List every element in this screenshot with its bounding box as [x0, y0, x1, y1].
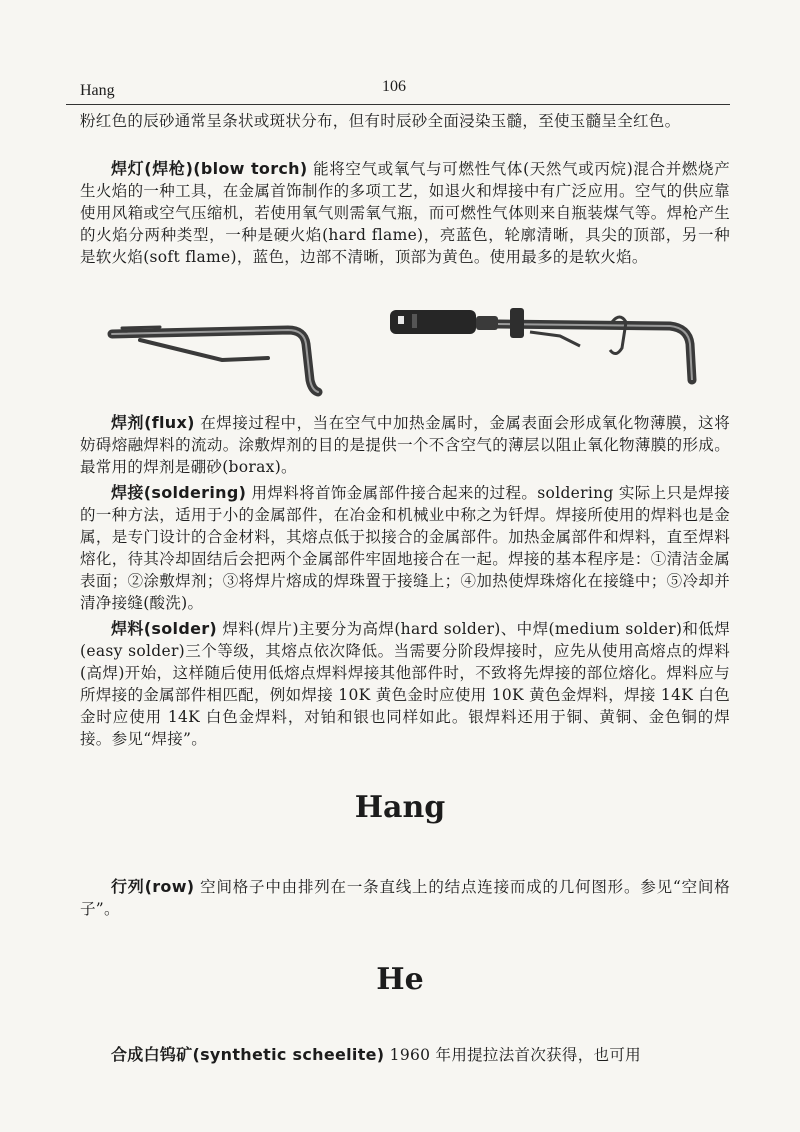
entry-body: 在焊接过程中，当在空气中加热金属时，金属表面会形成氧化物薄膜，这将妨碍熔融焊料的流动。涂敷焊剂的目的是提供一个不含空气的薄层以阻止氧化物薄膜的形成。最常用的焊剂是硼砂(borax)。: [80, 414, 731, 476]
entry-body: 焊料(焊片)主要分为高焊(hard solder)、中焊(medium solder)和低焊(easy solder)三个等级，其熔点依次降低。当需要分阶段焊接时，应先从使用高熔点的焊料(高焊)开始，这样随后使用低熔点焊料焊接其他部件时，不致将先焊接的部位熔化。焊料应与所焊接的金属部件相匹配，例如焊接 10K 黄色金时应使用 10K 黄色金焊料，焊接 14K 白色金时应使用 14K 白色金焊料，对铂和银也同样如此。银焊料还用于铜、黄铜、金色铜的焊接。参见“焊接”。: [80, 620, 730, 748]
section-heading-he: He: [376, 962, 424, 997]
entry-body: 空间格子中由排列在一条直线上的结点连接而成的几何图形。参见“空间格子”。: [80, 878, 731, 918]
section-heading-hang: Hang: [354, 790, 446, 825]
header-rule: [66, 104, 730, 105]
blow-torch-simple-icon: [112, 327, 318, 392]
entry-body: 用焊料将首饰金属部件接合起来的过程。soldering 实际上只是焊接的一种方法，适用于小的金属部件，在冶金和机械业中称之为钎焊。焊接所使用的焊料也是金属，是专门设计的合金材料，其熔点低于拟接合的金属部件。加热金属部件和焊料，直至焊料熔化，待其冷却固结后会把两个金属部件牢固地接合在一起。焊接的基本程序是：①清洁金属表面；②涂敷焊剂；③将焊片熔成的焊珠置于接缝上；④加热使焊珠熔化在接缝中；⑤冷却并清净接缝(酸洗)。: [80, 484, 730, 612]
entry-solder: [80, 618, 730, 750]
running-head: Hang: [80, 82, 115, 99]
blow-torch-illustration: [100, 306, 700, 406]
entry-term: 焊接(soldering): [111, 483, 247, 502]
entry-flux: [80, 412, 730, 478]
entry-body: 1960 年用提拉法首次获得，也可用: [389, 1046, 641, 1064]
entry-blow-torch: [80, 158, 730, 268]
entry-soldering: [80, 482, 730, 614]
entry-row: [80, 876, 730, 920]
entry-term: 合成白钨矿(synthetic scheelite): [111, 1045, 385, 1064]
entry-term: 焊剂(flux): [111, 413, 195, 432]
blow-torch-with-handle-icon: [390, 308, 692, 380]
page-number: 106: [382, 78, 406, 95]
entry-term: 焊灯(焊枪)(blow torch): [111, 159, 308, 178]
entry-synthetic-scheelite: [80, 1044, 730, 1066]
continuation-paragraph: 粉红色的辰砂通常呈条状或斑状分布，但有时辰砂全面浸染玉髓，至使玉髓呈全红色。: [80, 112, 681, 130]
entry-term: 行列(row): [111, 877, 195, 896]
entry-body: 能将空气或氧气与可燃性气体(天然气或丙烷)混合并燃烧产生火焰的一种工具，在金属首饰制作的多项工艺，如退火和焊接中有广泛应用。空气的供应靠使用风箱或空气压缩机，若使用氧气则需氧气瓶，而可燃性气体则来自瓶装煤气等。焊枪产生的火焰分两种类型，一种是硬火焰(hard flame)，亮蓝色，轮廓清晰，具尖的顶部，另一种是软火焰(soft flame)，蓝色，边部不清晰，顶部为黄色。使用最多的是软火焰。: [80, 160, 730, 266]
page-header: [80, 80, 725, 104]
entry-term: 焊料(solder): [111, 619, 218, 638]
